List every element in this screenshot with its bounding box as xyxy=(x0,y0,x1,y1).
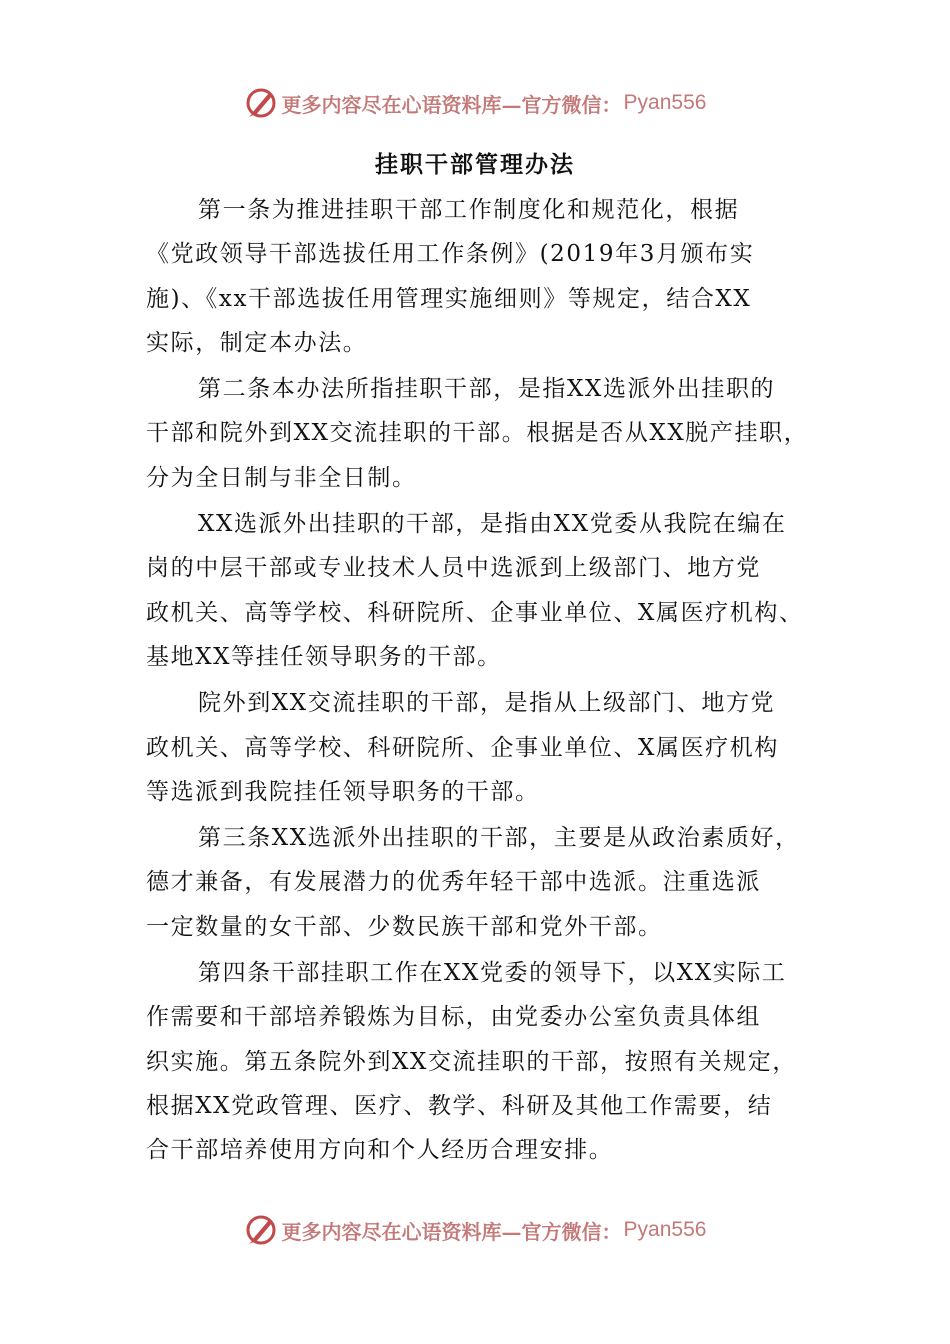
pen-logo-icon xyxy=(244,86,278,120)
watermark-handle: Pyan556 xyxy=(623,91,707,114)
text-line: 根据XX党政管理、医疗、教学、科研及其他工作需要，结 xyxy=(146,1092,773,1119)
text-line: 施)、《xx干部选拔任用管理实施细则》等规定，结合XX xyxy=(146,285,752,312)
document-body xyxy=(146,188,826,1175)
text-line: 第三条XX选派外出挂职的干部，主要是从政治素质好， xyxy=(198,825,800,852)
pen-logo-icon xyxy=(244,1213,278,1247)
text-line: 实际，制定本办法。 xyxy=(146,329,368,356)
watermark-handle: Pyan556 xyxy=(623,1218,707,1241)
text-line: 第一条为推进挂职干部工作制度化和规范化，根据 xyxy=(198,197,740,223)
text-line: 院外到XX交流挂职的干部，是指从上级部门、地方党 xyxy=(198,690,776,717)
text-line: 基地XX等挂任领导职务的干部。 xyxy=(146,643,502,670)
paragraph-article-2 xyxy=(146,367,826,500)
text-line: 德才兼备，有发展潜力的优秀年轻干部中选派。注重选派 xyxy=(146,869,761,896)
watermark-text: 更多内容尽在心语资料库—官方微信： xyxy=(281,92,622,117)
paragraph-article-1 xyxy=(146,188,826,365)
text-line: 分为全日制与非全日制。 xyxy=(146,464,417,491)
text-line: 《党政领导干部选拔任用工作条例》(2019年3月颁布实 xyxy=(146,241,755,268)
text-line: 等选派到我院挂任领导职务的干部。 xyxy=(146,778,540,805)
text-line: 第二条本办法所指挂职干部，是指XX选派外出挂职的 xyxy=(198,376,776,403)
paragraph-article-4-5 xyxy=(146,951,826,1172)
paragraph-inbound-definition xyxy=(146,681,826,814)
document-title: 挂职干部管理办法 xyxy=(375,151,575,178)
text-line: 作需要和干部培养锻炼为目标，由党委办公室负责具体组 xyxy=(146,1004,761,1031)
paragraph-article-3 xyxy=(146,816,826,949)
watermark-banner-bottom xyxy=(0,1210,950,1250)
text-line: XX选派外出挂职的干部，是指由XX党委从我院在编在 xyxy=(198,511,787,538)
text-line: 政机关、高等学校、科研院所、企事业单位、X属医疗机构、 xyxy=(146,599,804,626)
text-line: 岗的中层干部或专业技术人员中选派到上级部门、地方党 xyxy=(146,555,761,582)
text-line: 第四条干部挂职工作在XX党委的领导下，以XX实际工 xyxy=(198,960,787,987)
watermark-text: 更多内容尽在心语资料库—官方微信： xyxy=(281,1219,622,1244)
text-line: 合干部培养使用方向和个人经历合理安排。 xyxy=(146,1137,614,1164)
text-line: 一定数量的女干部、少数民族干部和党外干部。 xyxy=(146,913,663,940)
watermark-banner-top xyxy=(0,83,950,123)
text-line: 干部和院外到XX交流挂职的干部。根据是否从XX脱产挂职， xyxy=(146,420,809,447)
text-line: 政机关、高等学校、科研院所、企事业单位、X属医疗机构 xyxy=(146,734,779,761)
text-line: 织实施。第五条院外到XX交流挂职的干部，按照有关规定， xyxy=(146,1048,797,1075)
paragraph-outbound-definition xyxy=(146,502,826,679)
